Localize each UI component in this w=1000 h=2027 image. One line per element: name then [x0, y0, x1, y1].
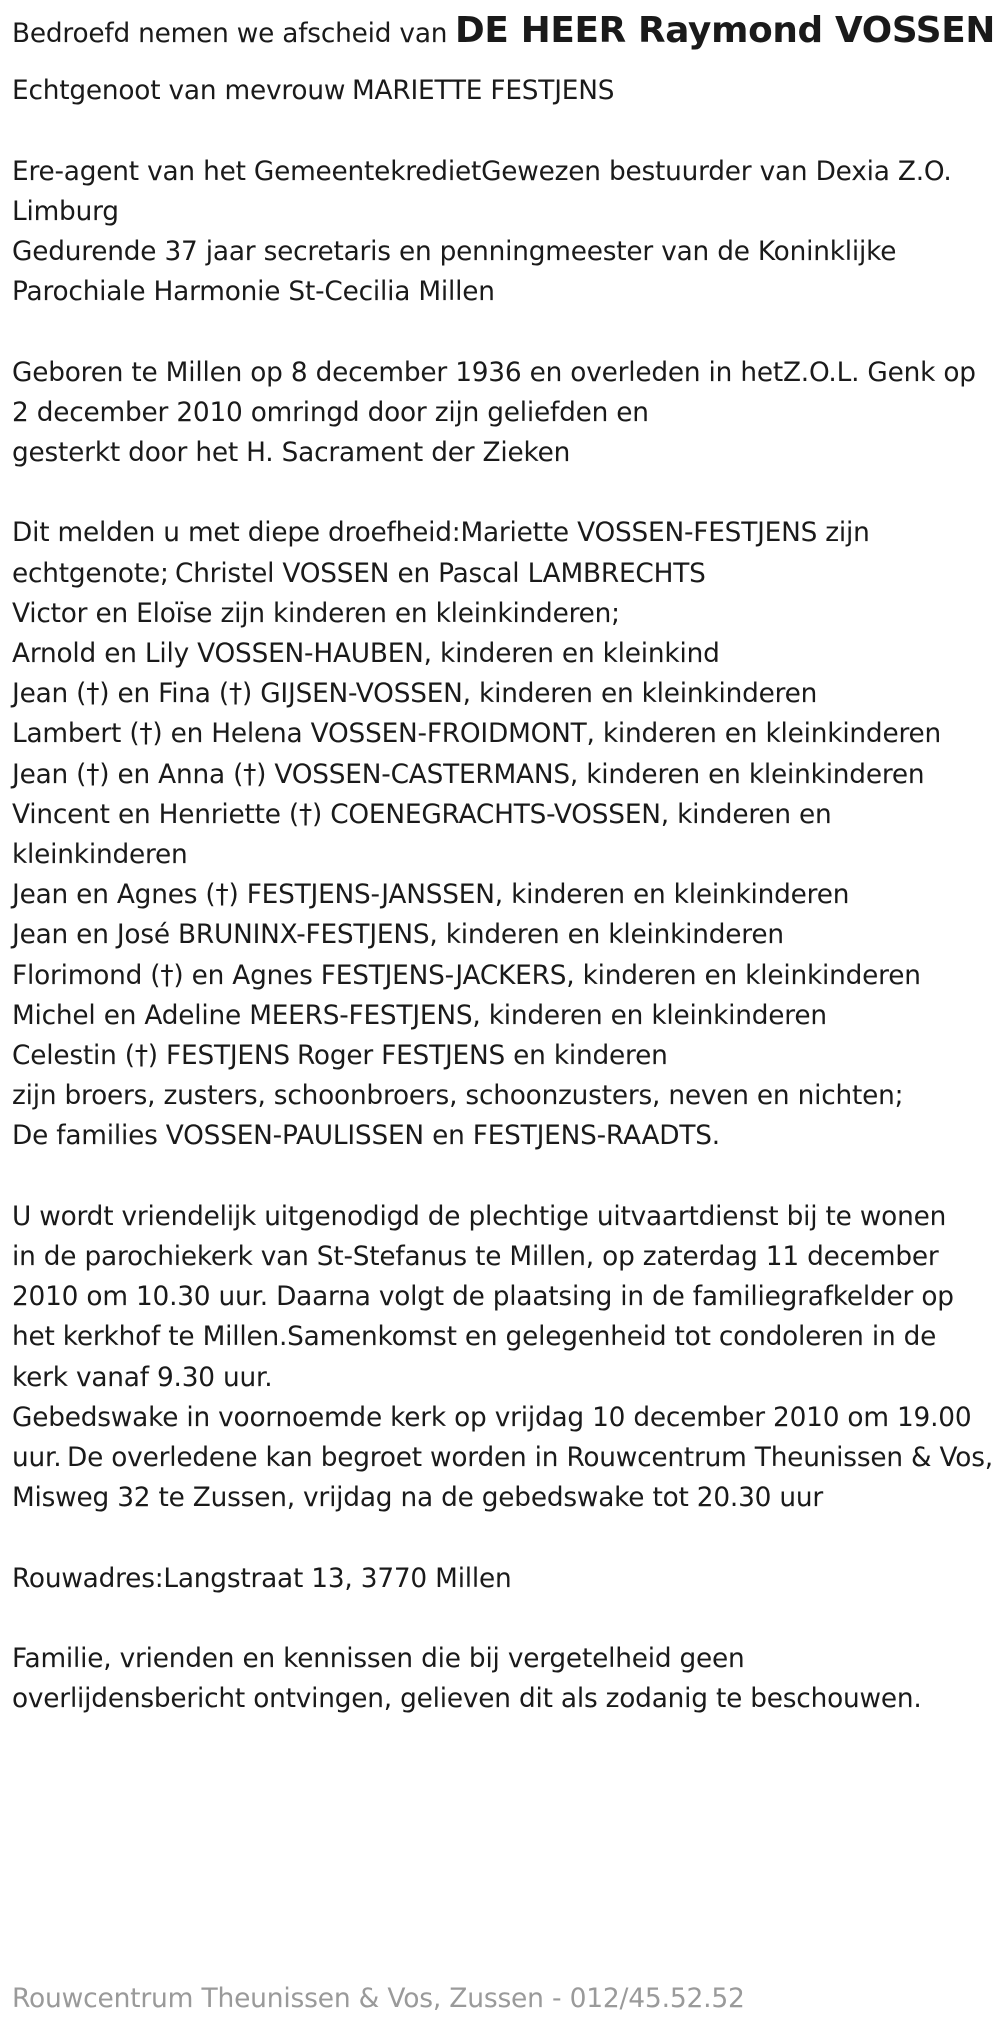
- notice-block: [12, 1639, 1000, 1719]
- family-line: Celestin (†) FESTJENS: [12, 1040, 290, 1072]
- birth-death-line: Geboren te Millen op 8 december 1936 en overleden in hetZ.O.L. Genk op: [12, 356, 976, 388]
- service-block: [12, 1197, 1000, 1519]
- spacer: [12, 312, 1000, 352]
- family-line: kleinkinderen: [12, 839, 188, 871]
- service-line: uur.: [12, 1442, 62, 1474]
- service-line: in de parochiekerk van St-Stefanus te Millen, op zaterdag 11 december: [12, 1241, 939, 1273]
- service-line: De overledene kan begroet worden in Rouwcentrum Theunissen & Vos,: [66, 1442, 993, 1474]
- birth-death-line: 2 december 2010 omringd door zijn geliefden en: [12, 396, 649, 428]
- family-line: Arnold en Lily VOSSEN-HAUBEN, kinderen en kleinkind: [12, 638, 720, 669]
- family-line: De families VOSSEN-PAULISSEN en FESTJENS-RAADTS.: [12, 1120, 720, 1152]
- mourning-address: Rouwadres:Langstraat 13, 3770 Millen: [12, 1562, 512, 1594]
- service-line: Gebedswake in voornoemde kerk op vrijdag 10 december 2010 om 19.00: [12, 1401, 972, 1433]
- spacer: [12, 473, 1000, 513]
- family-line: Florimond (†) en Agnes FESTJENS-JACKERS, kinderen en kleinkinderen: [12, 959, 921, 991]
- family-line: Jean (†) en Fina (†) GIJSEN-VOSSEN, kinderen en kleinkinderen: [12, 678, 818, 710]
- family-line: Vincent en Henriette (†) COENEGRACHTS-VOSSEN, kinderen en: [12, 798, 832, 830]
- family-line: Michel en Adeline MEERS-FESTJENS, kinderen en kleinkinderen: [12, 999, 827, 1031]
- service-line: Misweg 32 te Zussen, vrijdag na de gebedswake tot 20.30 uur: [12, 1482, 823, 1514]
- funeral-home-footer: Rouwcentrum Theunissen & Vos, Zussen - 012/45.52.52: [12, 1983, 745, 2014]
- deceased-name: DE HEER Raymond VOSSEN: [455, 10, 996, 51]
- spacer: [12, 1599, 1000, 1639]
- family-line: zijn broers, zusters, schoonbroers, schoonzusters, neven en nichten;: [12, 1080, 904, 1112]
- spacer: [12, 1518, 1000, 1558]
- career-line: Gedurende 37 jaar secretaris en penningmeester van de Koninklijke: [12, 236, 897, 267]
- career-block: [12, 152, 1000, 313]
- spouse-block: [12, 71, 1000, 111]
- birth-death-block: [12, 353, 1000, 474]
- spouse-line: Echtgenoot van mevrouw: [12, 75, 346, 107]
- service-line: het kerkhof te Millen.Samenkomst en gelegenheid tot condoleren in de: [12, 1321, 937, 1353]
- family-line: Jean en José BRUNINX-FESTJENS, kinderen en kleinkinderen: [12, 919, 784, 951]
- notice-line: overlijdensbericht ontvingen, gelieven dit als zodanig te beschouwen.: [12, 1683, 922, 1715]
- notice-line: Familie, vrienden en kennissen die bij vergetelheid geen: [12, 1643, 745, 1675]
- family-line: Christel VOSSEN en Pascal LAMBRECHTS: [174, 557, 706, 589]
- address-block: [12, 1559, 1000, 1599]
- family-line: Dit melden u met diepe droefheid:Mariette VOSSEN-FESTJENS zijn: [12, 517, 870, 549]
- service-line: U wordt vriendelijk uitgenodigd de plechtige uitvaartdienst bij te wonen: [12, 1200, 947, 1232]
- family-block: [12, 513, 1000, 1156]
- family-line: Victor en Eloïse zijn kinderen en kleinkinderen;: [12, 597, 620, 629]
- career-line: Parochiale Harmonie St-Cecilia Millen: [12, 276, 495, 308]
- career-line: Ere-agent van het GemeentekredietGewezen bestuurder van Dexia Z.O.: [12, 155, 952, 187]
- career-line: Limburg: [12, 195, 119, 227]
- spouse-line: MARIETTE FESTJENS: [352, 75, 615, 107]
- service-line: kerk vanaf 9.30 uur.: [12, 1361, 273, 1393]
- family-line: Jean (†) en Anna (†) VOSSEN-CASTERMANS, kinderen en kleinkinderen: [12, 758, 925, 790]
- service-line: 2010 om 10.30 uur. Daarna volgt de plaatsing in de familiegrafkelder op: [12, 1281, 954, 1313]
- spacer: [12, 1157, 1000, 1197]
- birth-death-line: gesterkt door het H. Sacrament der Zieken: [12, 437, 571, 468]
- family-line: Roger FESTJENS en kinderen: [296, 1040, 668, 1072]
- family-line: Jean en Agnes (†) FESTJENS-JANSSEN, kinderen en kleinkinderen: [12, 879, 850, 911]
- intro-text: Bedroefd nemen we afscheid van: [12, 18, 448, 49]
- family-line: echtgenote;: [12, 557, 169, 589]
- family-line: Lambert (†) en Helena VOSSEN-FROIDMONT, kinderen en kleinkinderen: [12, 718, 942, 750]
- spacer: [12, 111, 1000, 151]
